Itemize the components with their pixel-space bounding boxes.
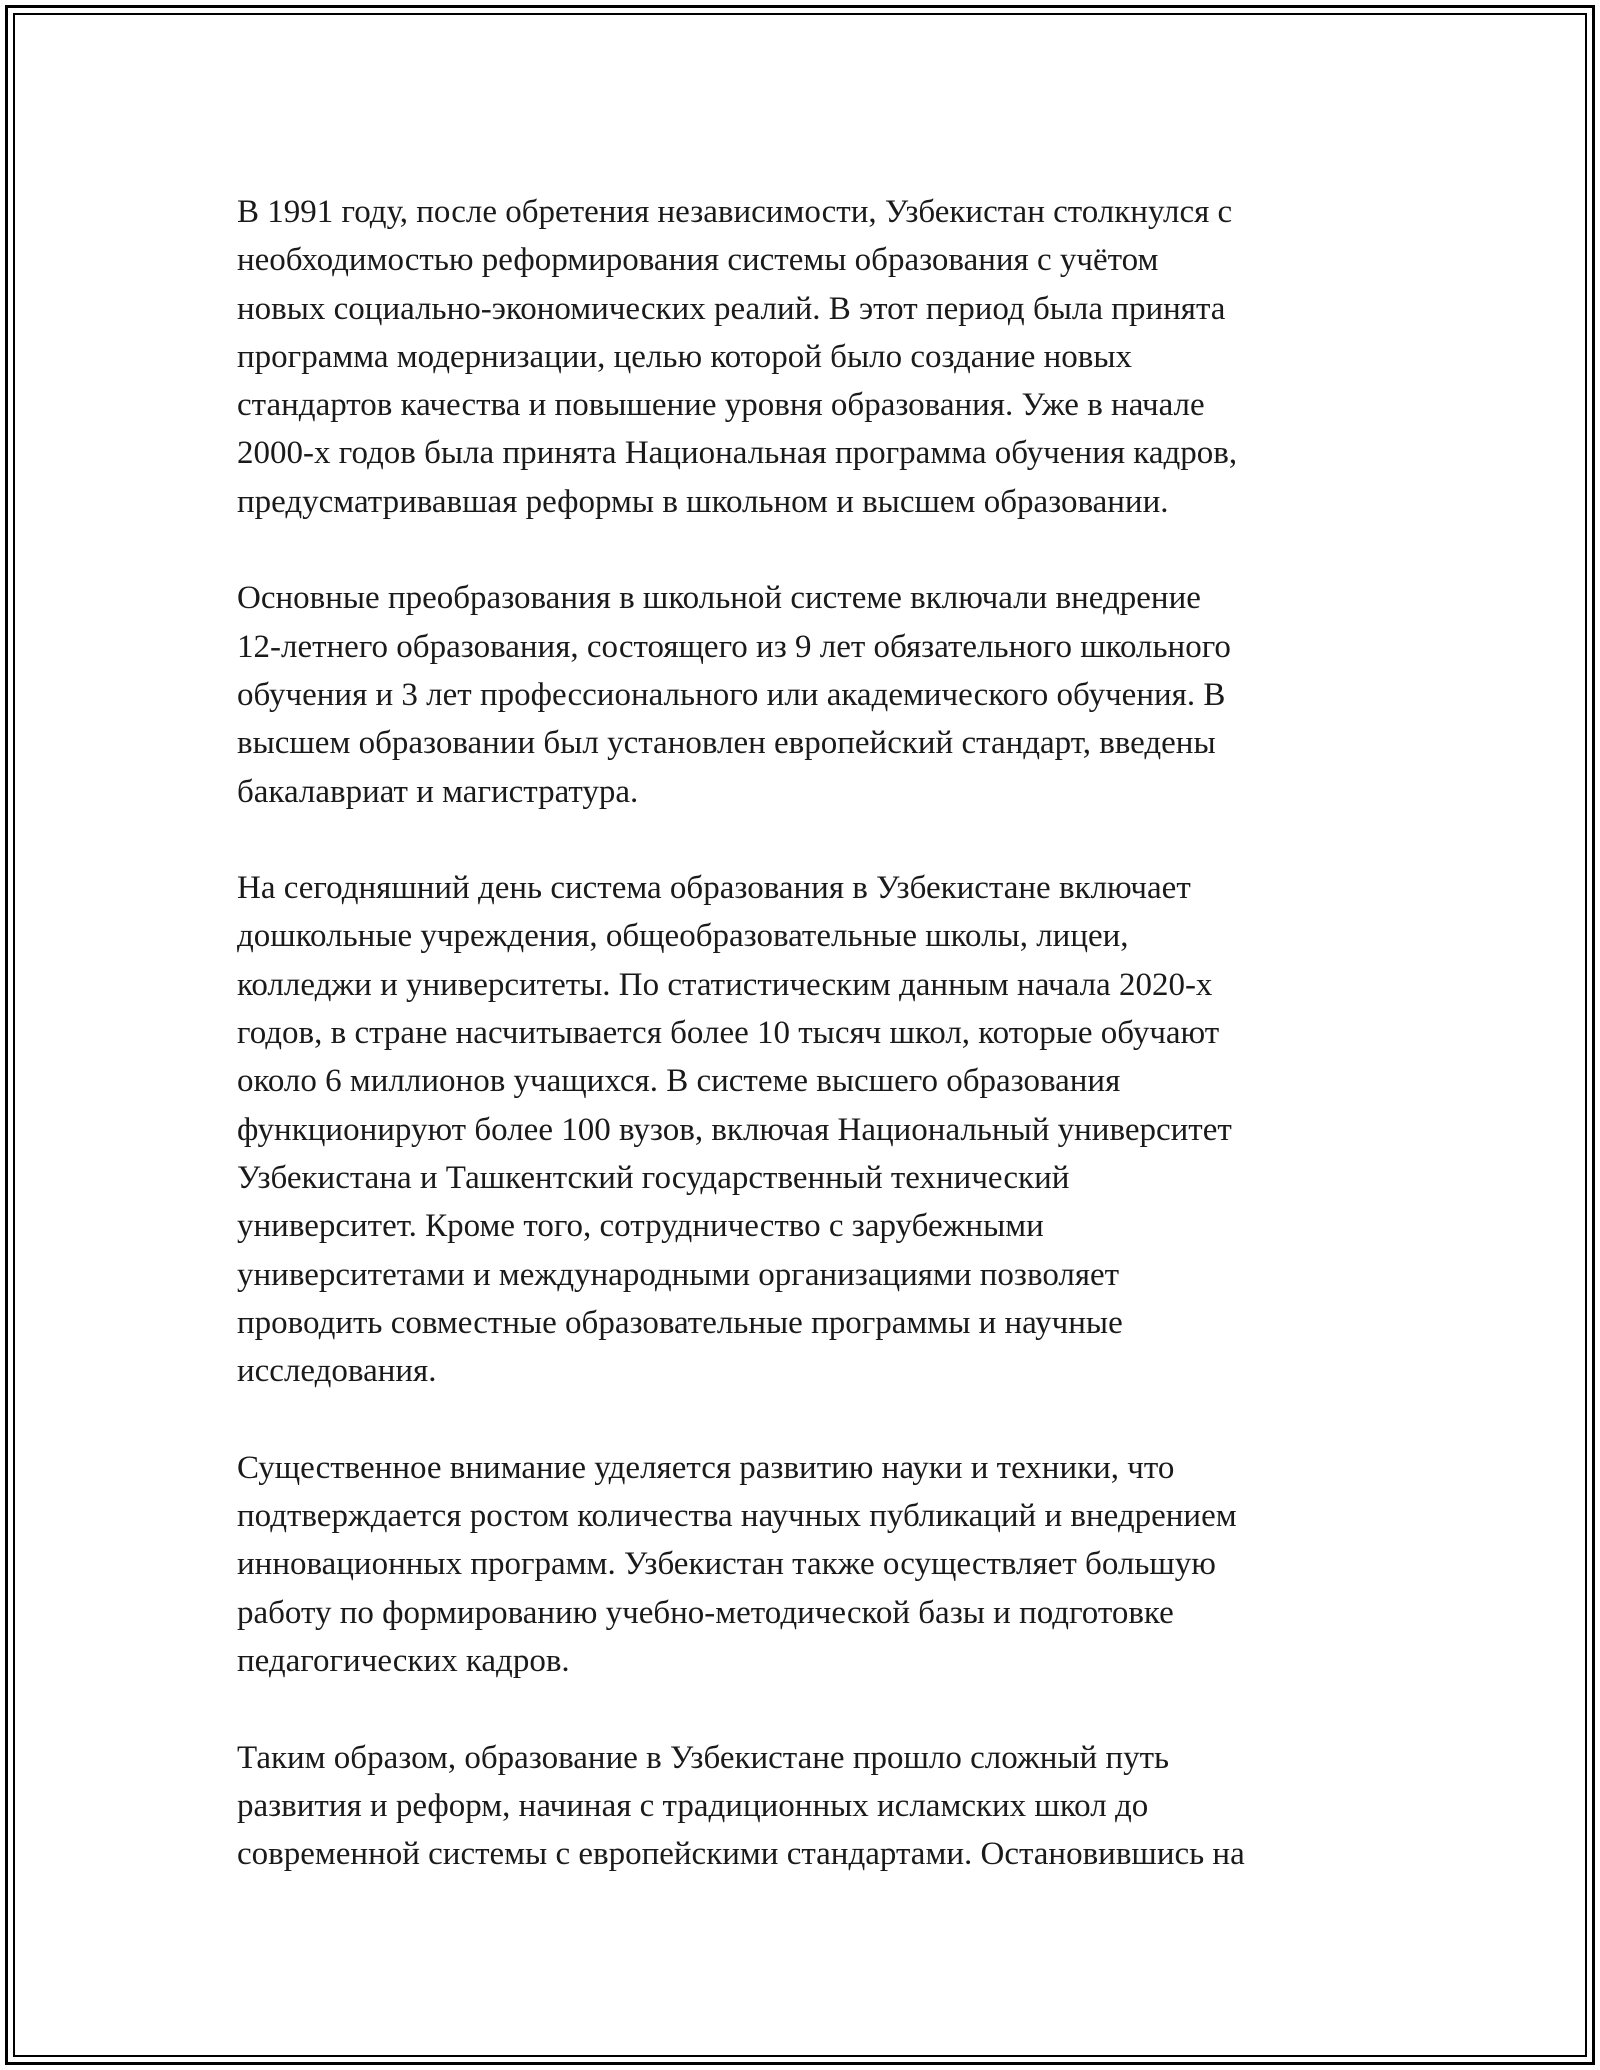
text-line: функционируют более 100 вузов, включая Национальный университет (237, 1111, 1232, 1148)
text-line: педагогических кадров. (237, 1642, 570, 1679)
text-line: проводить совместные образовательные программы и научные (237, 1304, 1123, 1341)
text-line: университетами и международными организациями позволяет (237, 1256, 1120, 1293)
text-line: обучения и 3 лет профессионального или академического обучения. В (237, 676, 1226, 713)
text-line: около 6 миллионов учащихся. В системе высшего образования (237, 1063, 1121, 1100)
paragraph-science-development (237, 1444, 1367, 1685)
text-line: стандартов качества и повышение уровня образования. Уже в начале (237, 387, 1205, 424)
text-line: В 1991 году, после обретения независимости, Узбекистан столкнулся с (237, 194, 1233, 230)
text-line: Существенное внимание уделяется развитию науки и техники, что (237, 1449, 1175, 1486)
text-line: программа модернизации, целью которой было создание новых (237, 338, 1133, 375)
text-line: университет. Кроме того, сотрудничество с зарубежными (237, 1208, 1044, 1245)
paragraph-conclusion (237, 1734, 1367, 1879)
text-line: инновационных программ. Узбекистан также осуществляет большую (237, 1546, 1216, 1583)
text-line: исследования. (237, 1353, 437, 1390)
text-line: Основные преобразования в школьной системе включали внедрение (237, 580, 1201, 617)
text-line: современной системы с европейскими стандартами. Остановившись на (237, 1836, 1245, 1873)
text-line: развития и реформ, начиная с традиционных исламских школ до (237, 1787, 1149, 1824)
text-line: новых социально-экономических реалий. В этот период была принята (237, 290, 1226, 327)
text-line: Узбекистана и Ташкентский государственный технический (237, 1159, 1070, 1196)
paragraph-current-system (237, 864, 1367, 1395)
text-line: высшем образовании был установлен европейский стандарт, введены (237, 725, 1216, 762)
text-line: колледжи и университеты. По статистическим данным начала 2020-х (237, 966, 1213, 1003)
text-line: 2000-х годов была принята Национальная программа обучения кадров, (237, 435, 1238, 472)
text-line: 12-летнего образования, состоящего из 9 лет обязательного школьного (237, 628, 1231, 665)
text-line: бакалавриат и магистратура. (237, 773, 639, 810)
document-body (237, 188, 1367, 1927)
paragraph-independence-reforms (237, 188, 1367, 526)
text-line: необходимостью реформирования системы образования с учётом (237, 242, 1159, 279)
paragraph-school-transformations (237, 574, 1367, 815)
text-line: дошкольные учреждения, общеобразовательные школы, лицеи, (237, 918, 1129, 955)
text-line: На сегодняшний день система образования в Узбекистане включает (237, 870, 1191, 907)
text-line: предусматривавшая реформы в школьном и высшем образовании. (237, 483, 1169, 520)
text-line: работу по формированию учебно-методической базы и подготовке (237, 1594, 1174, 1631)
text-line: годов, в стране насчитывается более 10 тысяч школ, которые обучают (237, 1015, 1220, 1052)
text-line: подтверждается ростом количества научных публикаций и внедрением (237, 1498, 1237, 1535)
text-line: Таким образом, образование в Узбекистане прошло сложный путь (237, 1739, 1170, 1776)
